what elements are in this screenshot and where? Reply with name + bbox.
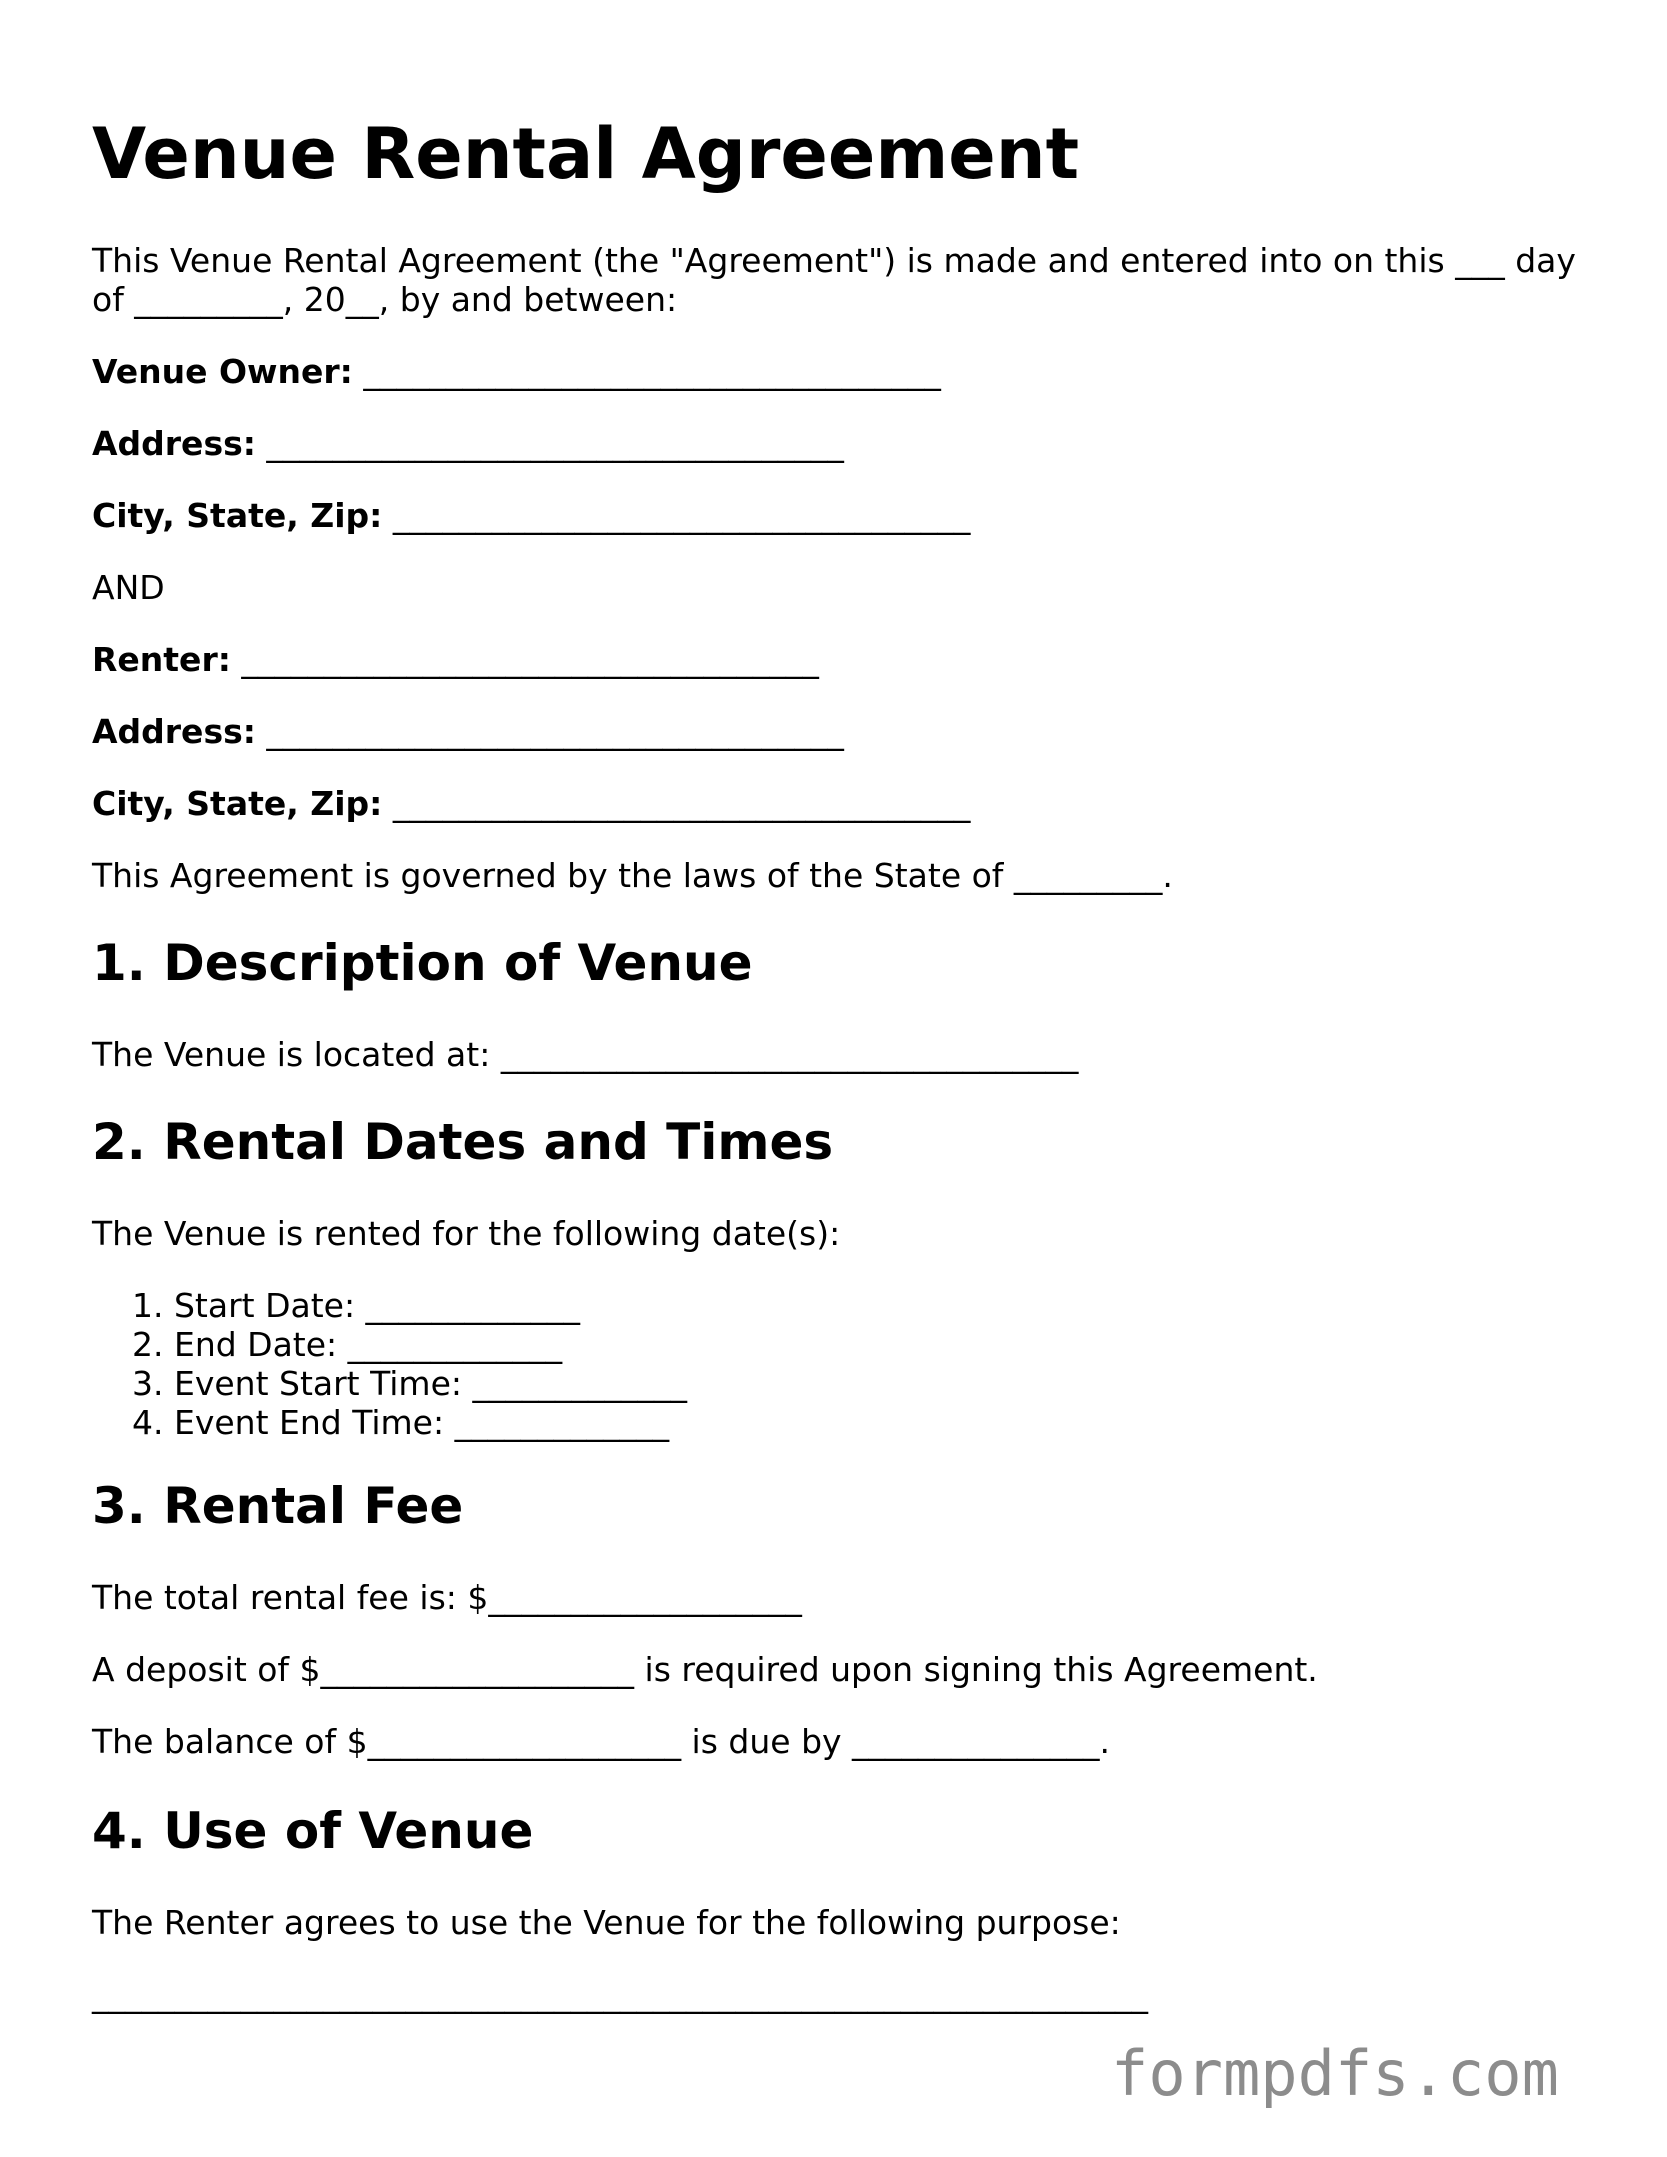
governing-law: This Agreement is governed by the laws of the State of _________. [92, 856, 1173, 895]
renter-name-blank: ___________________________________ [230, 640, 819, 679]
deposit-line: A deposit of $___________________ is required upon signing this Agreement. [92, 1650, 1318, 1689]
section-2-heading: 2. Rental Dates and Times [92, 1113, 834, 1171]
renter-name-field [92, 640, 819, 679]
owner-address-blank: ___________________________________ [255, 424, 844, 463]
intro-line-1: This Venue Rental Agreement (the "Agreement") is made and entered into on this ___ day [92, 241, 1576, 280]
renter-city-blank: ___________________________________ [382, 784, 971, 823]
renter-city-field [92, 784, 970, 823]
rental-dates-list [132, 1286, 687, 1442]
section-3-heading: 3. Rental Fee [92, 1477, 464, 1535]
renter-address-field [92, 712, 844, 751]
owner-name-blank: ___________________________________ [352, 352, 941, 391]
section-4-heading: 4. Use of Venue [92, 1802, 534, 1860]
rental-dates-intro: The Venue is rented for the following date(s): [92, 1214, 841, 1253]
venue-location: The Venue is located at: ___________________________________ [92, 1035, 1079, 1074]
balance-line: The balance of $___________________ is due by _______________. [92, 1722, 1111, 1761]
purpose-blank-line: ________________________________________________________________ [92, 1975, 1148, 2014]
owner-city-label: City, State, Zip: [92, 496, 383, 535]
list-item: 1. Start Date: _____________ [132, 1286, 581, 1325]
owner-address-label: Address: [92, 424, 256, 463]
owner-city-blank: ___________________________________ [382, 496, 971, 535]
renter-city-label: City, State, Zip: [92, 784, 383, 823]
venue-purpose: The Renter agrees to use the Venue for the following purpose: [92, 1903, 1121, 1942]
list-item: 4. Event End Time: _____________ [132, 1403, 670, 1442]
owner-city-field [92, 496, 970, 535]
renter-name-label: Renter: [92, 640, 231, 679]
list-item: 2. End Date: _____________ [132, 1325, 563, 1364]
renter-address-label: Address: [92, 712, 256, 751]
watermark-logo: formpdfs.com [1111, 2037, 1559, 2110]
total-rental-fee: The total rental fee is: $___________________ [92, 1578, 802, 1617]
document-title: Venue Rental Agreement [92, 113, 1080, 195]
section-1-heading: 1. Description of Venue [92, 934, 753, 992]
intro-line-2: of _________, 20__, by and between: [92, 280, 678, 319]
and-text: AND [92, 568, 165, 607]
renter-address-blank: ___________________________________ [255, 712, 844, 751]
owner-name-label: Venue Owner: [92, 352, 353, 391]
owner-address-field [92, 424, 844, 463]
list-item: 3. Event Start Time: _____________ [132, 1364, 687, 1403]
owner-name-field [92, 352, 941, 391]
